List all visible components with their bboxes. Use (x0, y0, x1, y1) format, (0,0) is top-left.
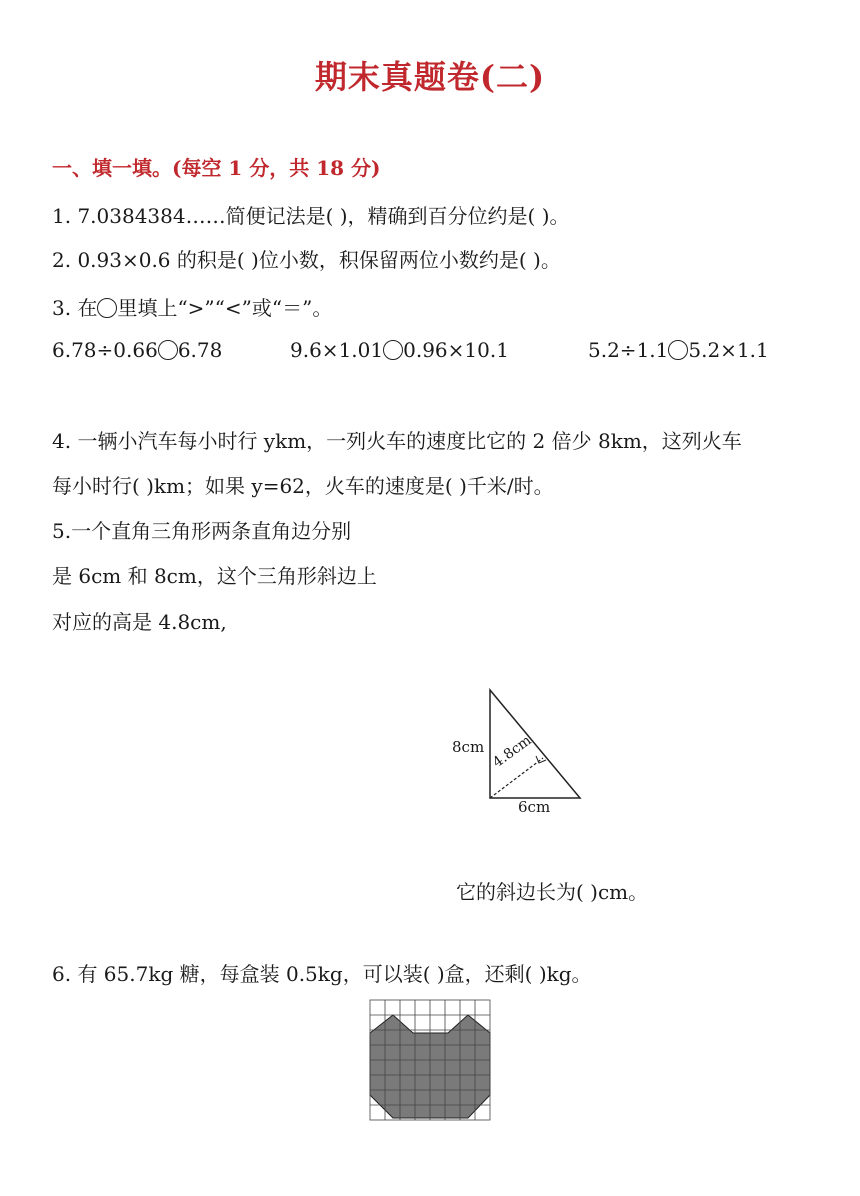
answer-circle-3[interactable] (668, 340, 688, 360)
label-base-6cm: 6cm (518, 798, 551, 816)
page-title: 期末真题卷(二) (314, 58, 546, 96)
compare-circle-icon (97, 298, 117, 318)
section-heading: 一、填一填。(每空 1 分，共 18 分) (52, 156, 381, 180)
question-3 (52, 292, 332, 321)
grid-figure (368, 998, 492, 1122)
label-height-4-8cm: 4.8cm (490, 732, 535, 771)
expression-2-right: 0.96×10.1 (403, 338, 509, 362)
expression-1-right: 6.78 (177, 338, 223, 362)
question-1: 1. 7.0384384……简便记法是( )，精确到百分位约是( )。 (52, 204, 570, 228)
question-5-answer: 它的斜边长为( )cm。 (456, 880, 649, 904)
label-side-8cm: 8cm (452, 738, 485, 756)
answer-circle-2[interactable] (383, 340, 403, 360)
question-5-line-1: 5.一个直角三角形两条直角边分别 (52, 519, 352, 543)
question-3-instruction: 里填上“>”“<”或“＝”。 (117, 296, 333, 320)
question-6: 6. 有 65.7kg 糖，每盒装 0.5kg，可以装( )盒，还剩( )kg。 (52, 962, 592, 986)
expression-1 (52, 338, 222, 362)
question-2: 2. 0.93×0.6 的积是( )位小数，积保留两位小数约是( )。 (52, 248, 561, 272)
question-4-line-2: 每小时行( )km；如果 y=62，火车的速度是( )千米/时。 (52, 474, 554, 498)
expression-3-right: 5.2×1.1 (688, 338, 769, 362)
question-4-line-1: 4. 一辆小汽车每小时行 ykm，一列火车的速度比它的 2 倍少 8km，这列火车 (52, 429, 742, 453)
expression-3-left: 5.2÷1.1 (588, 338, 669, 362)
question-3-prefix: 3. 在 (52, 296, 98, 320)
expression-2 (290, 338, 509, 362)
expression-2-left: 9.6×1.01 (290, 338, 384, 362)
expression-3 (588, 338, 769, 362)
answer-circle-1[interactable] (158, 340, 178, 360)
expression-1-left: 6.78÷0.66 (52, 338, 158, 362)
triangle-figure (440, 680, 610, 820)
grid-shape-diagram (368, 998, 492, 1122)
question-5-line-3: 对应的高是 4.8cm, (52, 610, 227, 634)
question-5-line-2: 是 6cm 和 8cm，这个三角形斜边上 (52, 564, 377, 588)
